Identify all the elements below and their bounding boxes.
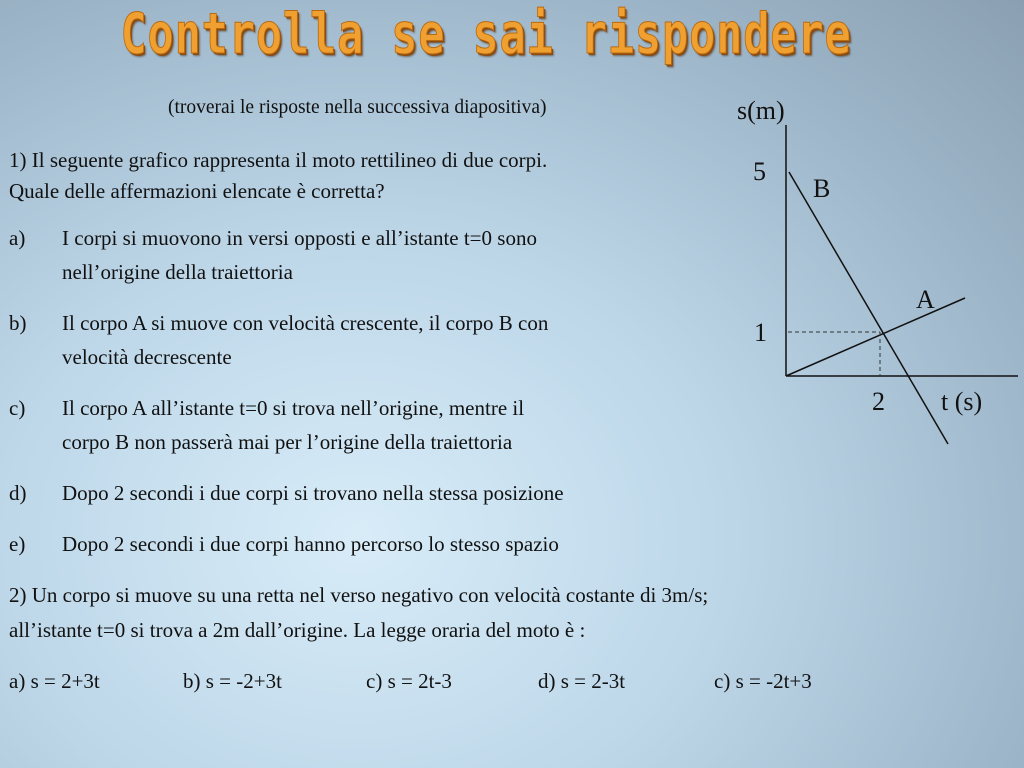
slide-title: Controlla se sai rispondere [120, 2, 852, 67]
option-a-letter: a) [9, 226, 26, 250]
option-a-line1: I corpi si muovono in versi opposti e all’istante t=0 sono [62, 226, 537, 250]
option-c-line1: Il corpo A all’istante t=0 si trova nell’origine, mentre il [62, 396, 525, 420]
line-a [786, 298, 965, 376]
q1-text-line2: Quale delle affermazioni elencate è corretta? [9, 179, 385, 203]
option-b-line1: Il corpo A si muove con velocità crescente, il corpo B con [62, 311, 549, 335]
option-d-line1: Dopo 2 secondi i due corpi si trovano nella stessa posizione [62, 481, 564, 505]
q2-answer-d: d) s = 2-3t [538, 669, 626, 693]
option-c-line2: corpo B non passerà mai per l’origine della traiettoria [62, 430, 513, 454]
y-tick-5: 5 [753, 157, 766, 186]
x-tick-2: 2 [872, 387, 885, 416]
option-b-line2: velocità decrescente [62, 345, 232, 369]
q2-text-line1: 2) Un corpo si muove su una retta nel verso negativo con velocità costante di 3m/s; [9, 583, 709, 607]
y-tick-1: 1 [754, 318, 767, 347]
line-b-label: B [813, 174, 831, 203]
subtitle: (troverai le risposte nella successiva diapositiva) [168, 97, 547, 118]
option-c-letter: c) [9, 396, 26, 420]
option-b-letter: b) [9, 311, 27, 335]
y-axis-label: s(m) [737, 96, 785, 125]
option-e-letter: e) [9, 532, 26, 556]
q2-answer-e: c) s = -2t+3 [714, 669, 812, 693]
q1-text-line1: 1) Il seguente grafico rappresenta il moto rettilineo di due corpi. [9, 148, 548, 172]
q2-answer-a: a) s = 2+3t [9, 669, 100, 693]
option-d-letter: d) [9, 481, 27, 505]
q2-answer-c: c) s = 2t-3 [366, 669, 452, 693]
q2-answer-b: b) s = -2+3t [183, 669, 282, 693]
x-axis-label: t (s) [941, 387, 983, 416]
q2-text-line2: all’istante t=0 si trova a 2m dall’origine. La legge oraria del moto è : [9, 618, 586, 642]
option-e-line1: Dopo 2 secondi i due corpi hanno percorso lo stesso spazio [62, 532, 559, 556]
option-a-line2: nell’origine della traiettoria [62, 260, 293, 284]
line-a-label: A [916, 285, 935, 314]
